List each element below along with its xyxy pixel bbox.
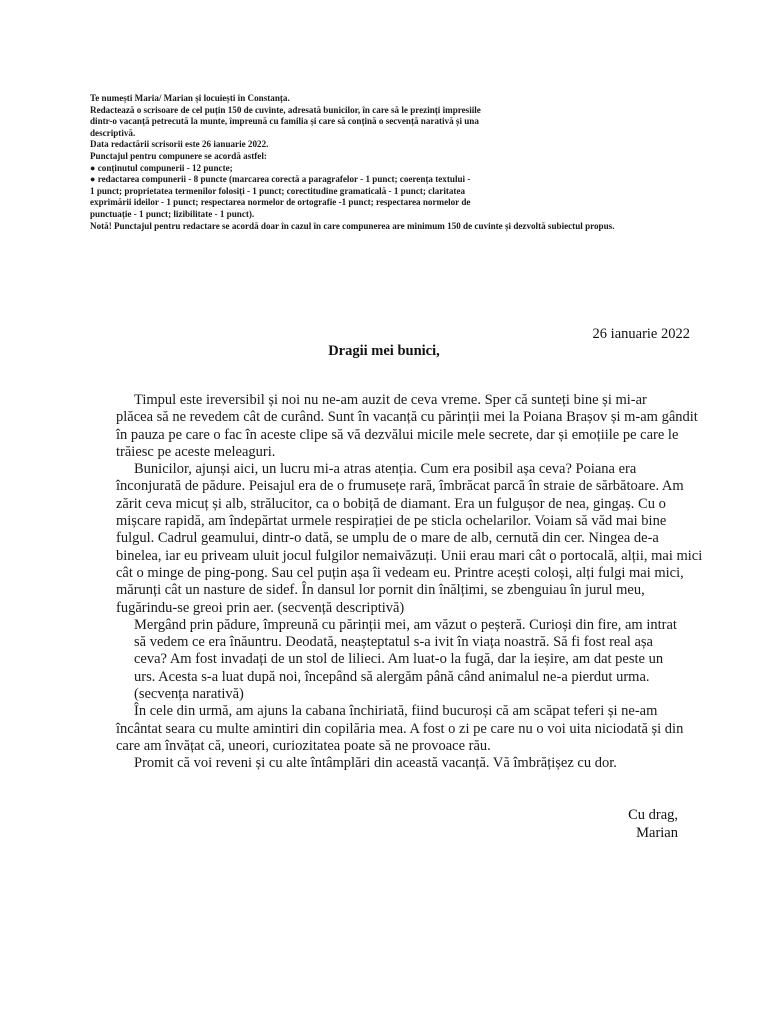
letter-date: 26 ianuarie 2022: [592, 326, 690, 342]
letter-line: cât o minge de ping-pong. Sau cel puțin așa îi vedeam eu. Printre acești coloși, alți fulgi mai mici,: [116, 564, 684, 581]
closing-phrase: Cu drag,: [628, 807, 678, 823]
instruction-line: punctuație - 1 punct; lizibilitate - 1 punct).: [90, 208, 255, 219]
letter-line: să vedem ce era înăuntru. Deodată, neașteptatul s-a ivit în viața noastră. Să fi fost real așa: [134, 634, 653, 651]
letter-line: trăiesc pe aceste meleaguri.: [116, 443, 276, 460]
letter-line: ceva? Am fost invadați de un stol de lilieci. Am luat-o la fugă, dar la ieșire, am dat peste un: [134, 651, 664, 668]
letter-line: în pauza pe care o fac în aceste clipe să vă dezvălui micile mele secrete, dar și emoțiile pe care le: [116, 426, 679, 443]
instruction-line: Te numești Maria/ Marian și locuiești în Constanța.: [90, 93, 290, 103]
signature: Marian: [636, 825, 678, 841]
letter-closing: [628, 806, 678, 842]
letter-line: mărunți cât un nasture de sidef. În dansul lor pornit din înălțimi, se zbenguiau în jurul meu,: [116, 582, 645, 599]
instruction-line: Notă! Punctajul pentru redactare se acordă doar în cazul în care compunerea are minimum 150 de cuvinte și dezvoltă subiectul propus.: [90, 220, 615, 231]
instruction-line: Data redactării scrisorii este 26 ianuarie 2022.: [90, 139, 269, 150]
letter-line: înconjurată de pădure. Peisajul era de o frumusețe rară, îmbrăcat parcă în straie de sărbătoare. Am: [116, 478, 684, 495]
letter-body: [116, 392, 703, 773]
letter-line: zărit ceva micuț și alb, strălucitor, ca o bobiță de diamant. Era un fulgușor de nea, gingaș. Cu o: [116, 495, 666, 512]
instruction-line: ● conținutul compunerii - 12 puncte;: [90, 162, 233, 173]
letter-line: În cele din urmă, am ajuns la cabana închiriată, fiind bucuroși că am scăpat teferi și ne-am: [134, 703, 658, 720]
letter-line: urs. Acesta s-a luat după noi, începând să alergăm până când animalul ne-a pierdut urma.: [134, 668, 650, 685]
letter-line: fulgul. Cadrul geamului, dintr-o dată, se umplu de o mare de alb, cernută din cer. Ningea de-a: [116, 530, 659, 547]
letter-line: care am învățat că, uneori, curiozitatea poate să ne provoace rău.: [116, 737, 491, 754]
instruction-line: ● redactarea compunerii - 8 puncte (marcarea corectă a paragrafelor - 1 punct; coerența textului -: [90, 174, 471, 185]
letter-line: mișcare rapidă, am îndepărtat urmele respirației de pe sticla ochelarilor. Voiam să văd mai bine: [116, 513, 667, 530]
letter-line: Mergând prin pădure, împreună cu părinții mei, am văzut o peșteră. Curioși din fire, am intrat: [134, 616, 677, 633]
letter-line: Timpul este ireversibil și noi nu ne-am auzit de ceva vreme. Sper că sunteți bine și mi-ar: [134, 392, 647, 408]
letter-line: fugărindu-se greoi prin aer. (secvență descriptivă): [116, 599, 405, 616]
letter-line: plăcea să ne revedem cât de curând. Sunt în vacanță cu părinții mei la Poiana Brașov și m-am gândit: [116, 409, 698, 426]
letter-greeting: Dragii mei bunici,: [328, 343, 440, 359]
letter-line: binelea, iar eu priveam uluit jocul fulgilor nemaivăzuți. Unii erau mari cât o portocală, alții, mai mici: [116, 547, 703, 564]
instruction-line: Punctajul pentru compunere se acordă astfel:: [90, 150, 267, 161]
assignment-instructions: [90, 93, 690, 232]
instruction-line: descriptivă.: [90, 127, 136, 138]
letter-line: încântat seara cu multe amintiri din copilăria mea. A fost o zi pe care nu o voi uita niciodată și din: [116, 720, 684, 737]
letter-line: Bunicilor, ajunși aici, un lucru mi-a atras atenția. Cum era posibil așa ceva? Poiana era: [134, 461, 637, 478]
letter-line: Promit că voi reveni și cu alte întâmplări din această vacanță. Vă îmbrățișez cu dor.: [134, 755, 617, 772]
instruction-line: Redactează o scrisoare de cel puțin 150 de cuvinte, adresată bunicilor, în care să le prezinți impresiile: [90, 104, 481, 115]
letter-line: (secvența narativă): [134, 686, 244, 703]
instruction-line: exprimării ideilor - 1 punct; respectarea normelor de ortografie -1 punct; respectarea normelor de: [90, 197, 471, 208]
instruction-line: dintr-o vacanță petrecută la munte, împreună cu familia și care să conțină o secvență narativă și una: [90, 116, 479, 127]
instruction-line: 1 punct; proprietatea termenilor folosiți - 1 punct; corectitudine gramaticală - 1 punct; claritatea: [90, 185, 466, 196]
